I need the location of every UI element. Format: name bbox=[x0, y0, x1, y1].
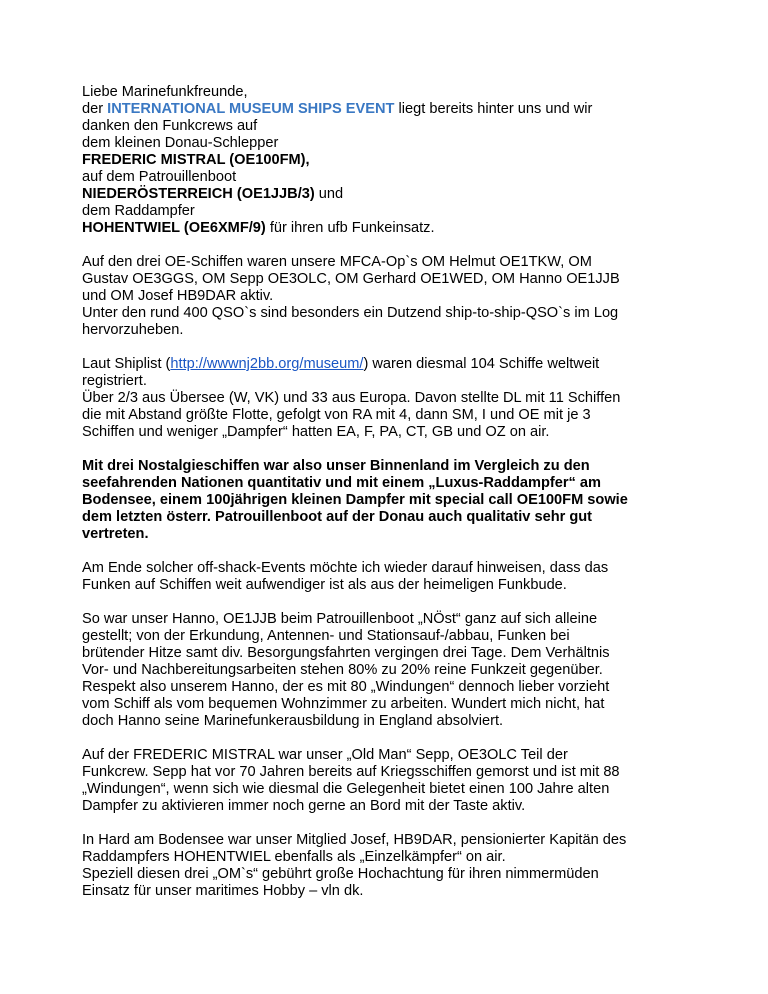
ship-niederoesterreich: NIEDERÖSTERREICH (OE1JJB/3) und bbox=[82, 186, 344, 202]
text-line: In Hard am Bodensee war unser Mitglied Josef, HB9DAR, pensionierter Kapitän des bbox=[82, 832, 627, 848]
text-line: Respekt also unserem Hanno, der es mit 80 „Windungen“ dennoch lieber vorzieht bbox=[82, 679, 610, 695]
off-shack-paragraph bbox=[82, 560, 692, 594]
summary-bold-paragraph bbox=[82, 458, 692, 543]
text-line: Bodensee, einem 100jährigen kleinen Dampfer mit special call OE100FM sowie bbox=[82, 492, 628, 508]
shiplist-paragraph bbox=[82, 356, 692, 441]
text-line: So war unser Hanno, OE1JJB beim Patrouillenboot „NÖst“ ganz auf sich alleine bbox=[82, 611, 598, 627]
text-line: hervorzuheben. bbox=[82, 322, 184, 338]
event-name: INTERNATIONAL MUSEUM SHIPS EVENT bbox=[107, 101, 395, 117]
text-line: Raddampfers HOHENTWIEL ebenfalls als „Einzelkämpfer“ on air. bbox=[82, 849, 506, 865]
text-line: Auf den drei OE-Schiffen waren unsere MFCA-Op`s OM Helmut OE1TKW, OM bbox=[82, 254, 592, 270]
text-line: Über 2/3 aus Übersee (W, VK) und 33 aus Europa. Davon stellte DL mit 11 Schiffen bbox=[82, 390, 621, 406]
text-line: vertreten. bbox=[82, 526, 149, 542]
ship-frederic-mistral: FREDERIC MISTRAL (OE100FM), bbox=[82, 152, 310, 168]
text-line: brütender Hitze samt div. Besorgungsfahrten vergingen drei Tage. Dem Verhältnis bbox=[82, 645, 610, 661]
operators-paragraph bbox=[82, 254, 692, 339]
text-line: Mit drei Nostalgieschiffen war also unser Binnenland im Vergleich zu den bbox=[82, 458, 590, 474]
text-line: Einsatz für unser maritimes Hobby – vln dk. bbox=[82, 883, 364, 899]
text-line: registriert. bbox=[82, 373, 147, 389]
text-line: gestellt; von der Erkundung, Antennen- und Stationsauf-/abbau, Funken bei bbox=[82, 628, 570, 644]
text-line: Speziell diesen drei „OM`s“ gebührt große Hochachtung für ihren nimmermüden bbox=[82, 866, 599, 882]
intro-line-2: der INTERNATIONAL MUSEUM SHIPS EVENT liegt bereits hinter uns und wir bbox=[82, 101, 593, 117]
text-line: Dampfer zu aktivieren immer noch gerne an Bord mit der Taste aktiv. bbox=[82, 798, 526, 814]
text-line: vom Schiff als vom bequemen Wohnzimmer zu arbeiten. Wundert mich nicht, hat bbox=[82, 696, 605, 712]
intro-line-3: danken den Funkcrews auf bbox=[82, 118, 258, 134]
intro-line-4: dem kleinen Donau-Schlepper bbox=[82, 135, 279, 151]
text-line: Am Ende solcher off-shack-Events möchte ich wieder darauf hinweisen, dass das bbox=[82, 560, 609, 576]
shiplist-line-1: Laut Shiplist (http://wwwnj2bb.org/museum/) waren diesmal 104 Schiffe weltweit bbox=[82, 356, 600, 372]
intro-line-6: auf dem Patrouillenboot bbox=[82, 169, 237, 185]
ship-hohentwiel: HOHENTWIEL (OE6XMF/9) für ihren ufb Funkeinsatz. bbox=[82, 220, 435, 236]
text-line: Funkcrew. Sepp hat vor 70 Jahren bereits auf Kriegsschiffen gemorst und ist mit 88 bbox=[82, 764, 620, 780]
text-line: Funken auf Schiffen weit aufwendiger ist als aus der heimeligen Funkbude. bbox=[82, 577, 567, 593]
text-line: „Windungen“, wenn sich wie diesmal die Gelegenheit bietet einen 100 Jahre alten bbox=[82, 781, 610, 797]
letter-body bbox=[82, 84, 692, 917]
shiplist-link[interactable]: http://wwwnj2bb.org/museum/ bbox=[170, 356, 364, 372]
text-line: und OM Josef HB9DAR aktiv. bbox=[82, 288, 274, 304]
hanno-paragraph bbox=[82, 611, 692, 730]
text-line: seefahrenden Nationen quantitativ und mit einem „Luxus-Raddampfer“ am bbox=[82, 475, 601, 491]
intro-line-8: dem Raddampfer bbox=[82, 203, 195, 219]
text-line: dem letzten österr. Patrouillenboot auf der Donau auch qualitativ sehr gut bbox=[82, 509, 593, 525]
text-line: Gustav OE3GGS, OM Sepp OE3OLC, OM Gerhard OE1WED, OM Hanno OE1JJB bbox=[82, 271, 620, 287]
text-line: Schiffen und weniger „Dampfer“ hatten EA, F, PA, CT, GB und OZ on air. bbox=[82, 424, 550, 440]
text-line: Auf der FREDERIC MISTRAL war unser „Old Man“ Sepp, OE3OLC Teil der bbox=[82, 747, 568, 763]
sepp-paragraph bbox=[82, 747, 692, 815]
text-line: doch Hanno seine Marinefunkerausbildung in England absolviert. bbox=[82, 713, 504, 729]
josef-paragraph bbox=[82, 832, 692, 900]
greeting: Liebe Marinefunkfreunde, bbox=[82, 84, 248, 100]
text-line: die mit Abstand größte Flotte, gefolgt von RA mit 4, dann SM, I und OE mit je 3 bbox=[82, 407, 591, 423]
text-line: Unter den rund 400 QSO`s sind besonders ein Dutzend ship-to-ship-QSO`s im Log bbox=[82, 305, 619, 321]
intro-paragraph bbox=[82, 84, 692, 237]
text-line: Vor- und Nachbereitungsarbeiten stehen 80% zu 20% reine Funkzeit gegenüber. bbox=[82, 662, 603, 678]
